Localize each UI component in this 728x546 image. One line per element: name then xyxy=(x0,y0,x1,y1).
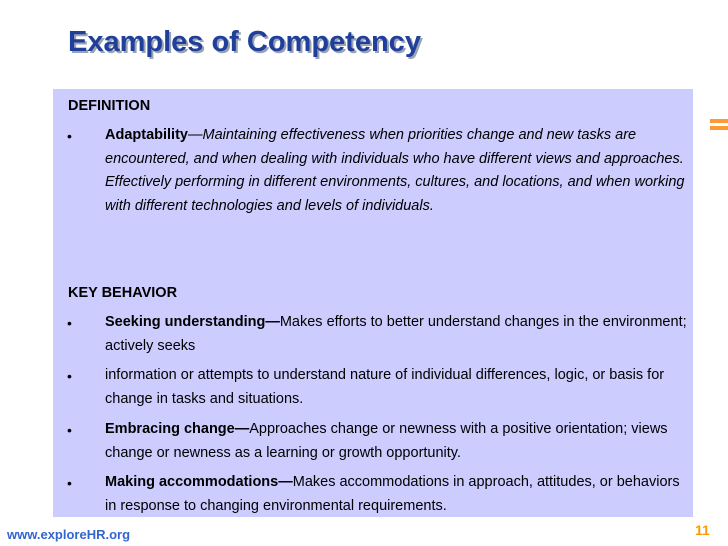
competency-box xyxy=(53,89,693,517)
slide-number: 11 xyxy=(695,522,710,538)
bullet-icon: • xyxy=(67,315,72,331)
behavior-text: information or attempts to understand nature of individual differences, logic, or basis for change in tasks and situations. xyxy=(105,367,665,407)
footer-url: www.exploreHR.org xyxy=(7,527,131,542)
definition-item xyxy=(105,124,690,218)
definition-text: —Maintaining effectiveness when priorities change and new tasks are encountered, and when dealing with individuals who have different views and approaches. Effectively performing in different environments, cultures, and locations, and when working with different technologies and levels of individuals. xyxy=(105,127,685,214)
behavior-text: Approaches change or newness with a positive orientation; views change or newness as a learning or growth opportunity. xyxy=(105,421,668,461)
behavior-term: Seeking understanding— xyxy=(105,314,280,330)
definition-term: Adaptability xyxy=(105,127,188,143)
accent-bar xyxy=(710,119,728,123)
behavior-item-seeking-understanding xyxy=(105,311,690,358)
behavior-term: Embracing change— xyxy=(105,421,250,437)
behavior-text: Makes accommodations in approach, attitudes, or behaviors in response to changing environmental requirements. xyxy=(105,474,680,514)
bullet-icon: • xyxy=(67,422,72,438)
bullet-icon: • xyxy=(67,128,72,144)
accent-bar xyxy=(710,126,728,130)
behavior-item-making-accommodations xyxy=(105,471,690,518)
behavior-item-information xyxy=(105,364,690,411)
definition-heading: DEFINITION xyxy=(68,98,151,114)
behavior-item-embracing-change xyxy=(105,418,690,465)
key-behavior-heading: KEY BEHAVIOR xyxy=(68,285,178,301)
bullet-icon: • xyxy=(67,475,72,491)
behavior-term: Making accommodations— xyxy=(105,474,293,490)
bullet-icon: • xyxy=(67,368,72,384)
slide-title: Examples of Competency xyxy=(68,26,421,58)
behavior-text: Makes efforts to better understand changes in the environment; actively seeks xyxy=(105,314,687,354)
